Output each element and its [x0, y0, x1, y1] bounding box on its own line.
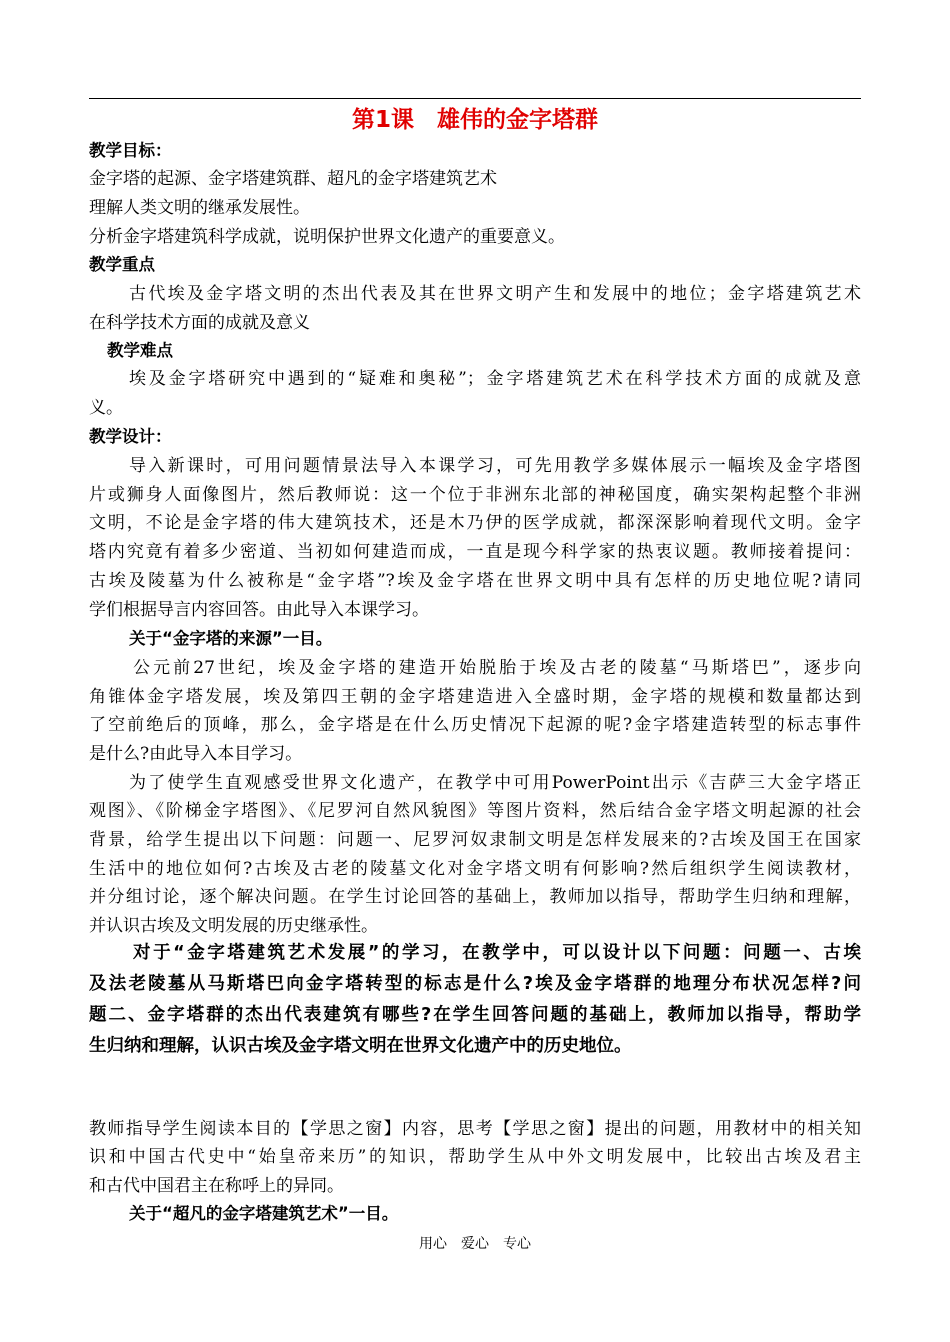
header-rule — [89, 98, 861, 99]
difficulties-heading: 教学难点 — [107, 341, 173, 360]
page-title: 第1课 雄伟的金字塔群 — [351, 107, 598, 133]
objectives-line: 理解人类文明的继承发展性。 — [89, 198, 310, 218]
art-development-line: 题二、金字塔群的杰出代表建筑有哪些?在学生回答问题的基础上，教师加以指导，帮助学 — [89, 1005, 861, 1025]
origin-line: 角锥体金字塔发展，埃及第四王朝的金字塔建造进入全盛时期，金字塔的规模和数量都达到 — [89, 687, 861, 707]
powerpoint-line: 背景，给学生提出以下问题：问题一、尼罗河奴隶制文明是怎样发展来的?古埃及国王在国家 — [89, 830, 861, 850]
key-points-line: 古代埃及金字塔文明的杰出代表及其在世界文明产生和发展中的地位；金字塔建筑艺术 — [129, 284, 861, 304]
powerpoint-line: 并分组讨论，逐个解决问题。在学生讨论回答的基础上，教师加以指导，帮助学生归纳和理解， — [89, 887, 861, 907]
art-development-line: 对于“金字塔建筑艺术发展”的学习，在教学中，可以设计以下问题：问题一、古埃 — [133, 943, 861, 963]
powerpoint-line: 观图》、《阶梯金字塔图》、《尼罗河自然风貌图》等图片资料，然后结合金字塔文明起源的社会 — [89, 801, 861, 821]
difficulties-line: 义。 — [89, 398, 123, 418]
design-intro-line: 古埃及陵墓为什么被称是“金字塔”?埃及金字塔在世界文明中具有怎样的历史地位呢?请同 — [89, 571, 861, 591]
objectives-line: 金字塔的起源、金字塔建筑群、超凡的金字塔建筑艺术 — [89, 169, 497, 189]
art-development-line: 生归纳和理解，认识古埃及金字塔文明在世界文化遗产中的历史地位。 — [89, 1036, 632, 1056]
objectives-line: 分析金字塔建筑科学成就，说明保护世界文化遗产的重要意义。 — [89, 227, 565, 247]
design-intro-line: 塔内究竟有着多少密道、当初如何建造而成，一直是现今科学家的热衷议题。教师接着提问： — [89, 542, 861, 562]
powerpoint-line: 为了使学生直观感受世界文化遗产，在教学中可用PowerPoint出示《吉萨三大金字塔正 — [129, 773, 861, 793]
design-intro-line: 片或狮身人面像图片，然后教师说：这一个位于非洲东北部的神秘国度，确实架构起整个非洲 — [89, 485, 861, 505]
origin-line: 了空前绝后的顶峰，那么，金字塔是在什么历史情况下起源的呢?金字塔建造转型的标志事件 — [89, 715, 861, 735]
powerpoint-line: 并认识古埃及文明发展的历史继承性。 — [89, 916, 378, 936]
art-development-line: 及法老陵墓从马斯塔巴向金字塔转型的标志是什么?埃及金字塔群的地理分布状况怎样?问 — [89, 974, 861, 994]
study-window-line: 识和中国古代史中“始皇帝来历”的知识，帮助学生从中外文明发展中，比较出古埃及君主 — [89, 1147, 861, 1167]
study-window-line: 教师指导学生阅读本目的【学思之窗】内容，思考【学思之窗】提出的问题，用教材中的相关知 — [89, 1119, 861, 1139]
powerpoint-line: 生活中的地位如何?古埃及古老的陵墓文化对金字塔文明有何影响?然后组织学生阅读教材， — [89, 859, 861, 879]
origin-line: 公元前27世纪，埃及金字塔的建造开始脱胎于埃及古老的陵墓“马斯塔巴”，逐步向 — [133, 658, 861, 678]
key-points-line: 在科学技术方面的成就及意义 — [89, 313, 310, 333]
key-points-heading: 教学重点 — [89, 255, 155, 274]
difficulties-line: 埃及金字塔研究中遇到的“疑难和奥秘”；金字塔建筑艺术在科学技术方面的成就及意 — [129, 369, 861, 389]
origin-heading: 关于“金字塔的来源”一目。 — [129, 629, 333, 648]
design-intro-line: 导入新课时，可用问题情景法导入本课学习，可先用教学多媒体展示一幅埃及金字塔图 — [129, 456, 861, 476]
design-intro-line: 学们根据导言内容回答。由此导入本课学习。 — [89, 600, 429, 620]
objectives-heading: 教学目标： — [89, 141, 172, 160]
design-heading: 教学设计： — [89, 427, 172, 446]
page-footer: 用心 爱心 专心 — [419, 1236, 531, 1252]
design-intro-line: 文明，不论是金字塔的伟大建筑技术，还是木乃伊的医学成就，都深深影响着现代文明。金字 — [89, 513, 861, 533]
architecture-heading: 关于“超凡的金字塔建筑艺术”一目。 — [129, 1204, 399, 1223]
study-window-line: 和古代中国君主在称呼上的异同。 — [89, 1176, 344, 1196]
origin-line: 是什么?由此导入本目学习。 — [89, 744, 303, 764]
